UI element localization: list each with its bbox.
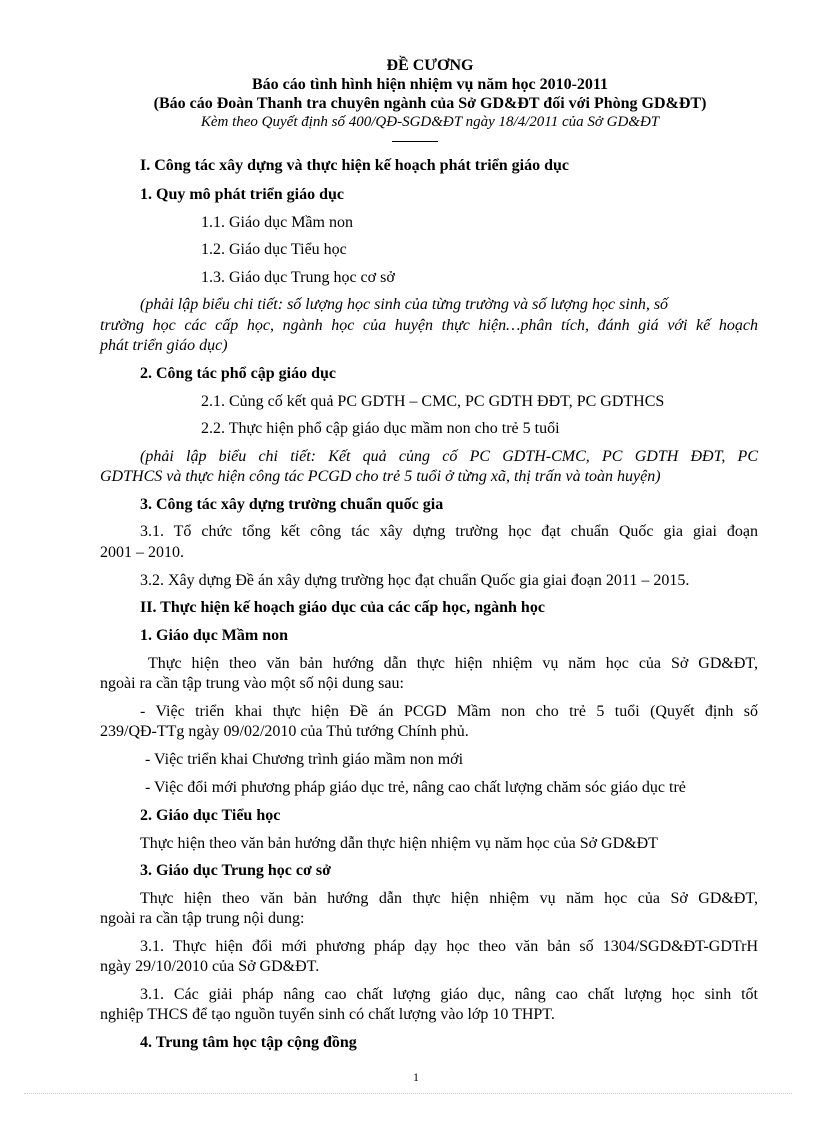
paragraph-line: ngày 29/10/2010 của Sở GD&ĐT. (100, 958, 320, 975)
document-subtitle: Báo cáo tình hình hiện nhiệm vụ năm học 2010-2011 (251, 76, 609, 93)
paragraph-line: ngoài ra cần tập trung nội dung: (100, 910, 305, 927)
section-1-3-heading: 3. Công tác xây dựng trường chuẩn quốc gia (140, 496, 444, 513)
section-2-3-heading: 3. Giáo dục Trung học cơ sở (140, 862, 331, 879)
section-2-2-heading: 2. Giáo dục Tiểu học (140, 807, 281, 824)
note-line: (phải lập biểu chi tiết: Kết quả củng cố PC GDTH-CMC, PC GDTH ĐĐT, PC (140, 448, 758, 465)
document-subtitle-2: (Báo cáo Đoàn Thanh tra chuyên ngành của Sở GD&ĐT đối với Phòng GD&ĐT) (153, 95, 707, 112)
note-line: phát triển giáo dục) (100, 337, 228, 354)
title-underline (392, 141, 438, 142)
note-line: trường học các cấp học, ngành học của huyện thực hiện…phân tích, đánh giá với kế hoạch (100, 317, 758, 334)
section-2-4-heading: 4. Trung tâm học tập cộng đồng (140, 1034, 357, 1051)
list-item: 1.1. Giáo dục Mầm non (201, 214, 353, 231)
page-number: 1 (413, 1070, 419, 1084)
document-title: ĐỀ CƯƠNG (386, 57, 474, 74)
paragraph-line: Thực hiện theo văn bản hướng dẫn thực hiện nhiệm vụ năm học của Sở GD&ĐT (140, 835, 658, 852)
list-item: 2.2. Thực hiện phổ cập giáo dục mầm non cho trẻ 5 tuổi (201, 420, 560, 437)
section-1-heading: I. Công tác xây dựng và thực hiện kế hoạch phát triển giáo dục (140, 157, 570, 174)
list-item: 1.2. Giáo dục Tiểu học (201, 241, 347, 258)
bullet-line: 239/QĐ-TTg ngày 09/02/2010 của Thủ tướng Chính phủ. (100, 723, 469, 740)
paragraph-line: 3.1. Tổ chức tổng kết công tác xây dựng trường học đạt chuẩn Quốc gia giai đoạn (140, 523, 758, 540)
bullet-line: - Việc đổi mới phương pháp giáo dục trẻ, nâng cao chất lượng chăm sóc giáo dục trẻ (145, 779, 686, 796)
note-line: (phải lập biểu chi tiết: số lượng học sinh của từng trường và số lượng học sinh, số (140, 296, 669, 313)
attachment-note: Kèm theo Quyết định số 400/QĐ-SGD&ĐT ngày 18/4/2011 của Sở GD&ĐT (200, 114, 660, 130)
paragraph-line: 2001 – 2010. (100, 544, 184, 561)
paragraph-line: 3.2. Xây dựng Đề án xây dựng trường học đạt chuẩn Quốc gia giai đoạn 2011 – 2015. (140, 572, 690, 589)
page-footer-rule (24, 1093, 792, 1094)
section-1-1-heading: 1. Quy mô phát triển giáo dục (140, 186, 345, 203)
title-block (100, 56, 760, 132)
section-2-heading: II. Thực hiện kế hoạch giáo dục của các cấp học, ngành học (140, 599, 545, 616)
paragraph-line: ngoài ra cần tập trung vào một số nội dung sau: (100, 675, 404, 692)
paragraph-line: Thực hiện theo văn bản hướng dẫn thực hiện nhiệm vụ năm học của Sở GD&ĐT, (148, 655, 758, 672)
list-item: 1.3. Giáo dục Trung học cơ sở (201, 269, 395, 286)
paragraph-line: 3.1. Thực hiện đổi mới phương pháp dạy học theo văn bản số 1304/SGD&ĐT-GDTrH (140, 938, 758, 955)
note-line: GDTHCS và thực hiện công tác PCGD cho trẻ 5 tuổi ở từng xã, thị trấn và toàn huyện) (100, 468, 661, 485)
paragraph-line: nghiệp THCS để tạo nguồn tuyển sinh có chất lượng vào lớp 10 THPT. (100, 1006, 555, 1023)
section-2-1-heading: 1. Giáo dục Mầm non (140, 627, 289, 644)
bullet-line: - Việc triển khai Chương trình giáo mầm non mới (145, 751, 464, 768)
paragraph-line: Thực hiện theo văn bản hướng dẫn thực hiện nhiệm vụ năm học của Sở GD&ĐT, (140, 890, 758, 907)
section-1-2-heading: 2. Công tác phổ cập giáo dục (140, 365, 337, 382)
list-item: 2.1. Củng cố kết quả PC GDTH – CMC, PC GDTH ĐĐT, PC GDTHCS (201, 393, 665, 410)
paragraph-line: 3.1. Các giải pháp nâng cao chất lượng giáo dục, nâng cao chất lượng học sinh tốt (140, 986, 758, 1003)
bullet-line: - Việc triển khai thực hiện Đề án PCGD Mầm non cho trẻ 5 tuổi (Quyết định số (140, 703, 758, 720)
